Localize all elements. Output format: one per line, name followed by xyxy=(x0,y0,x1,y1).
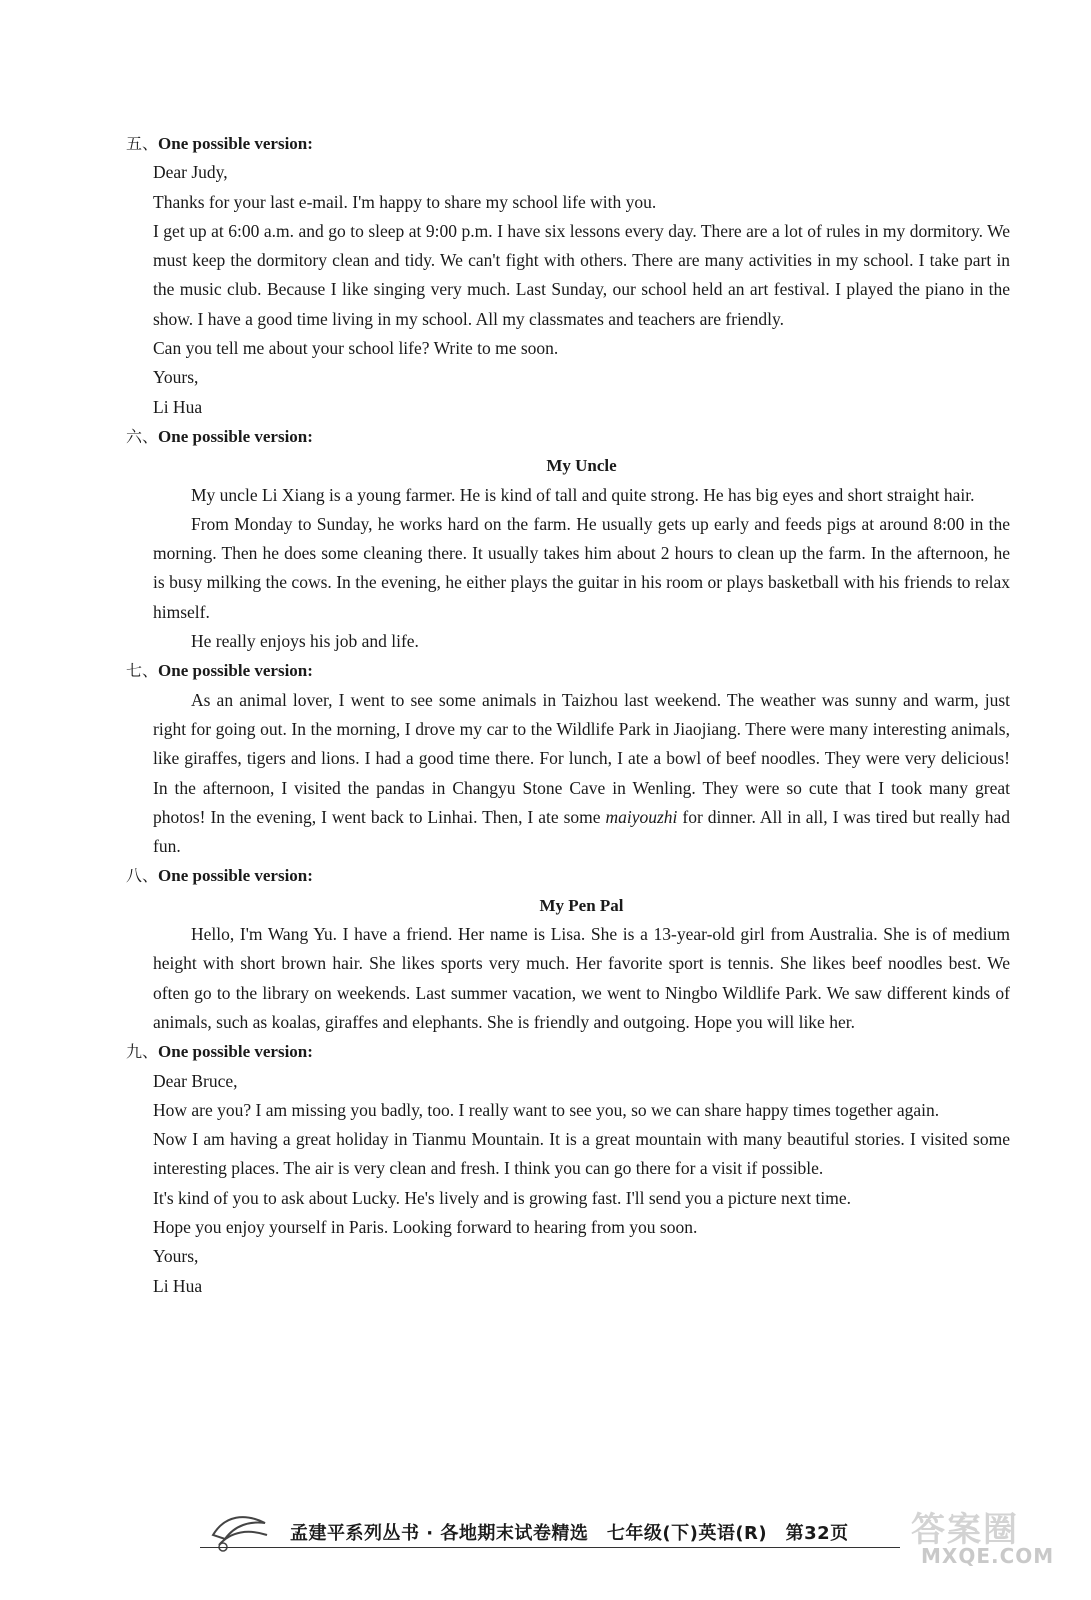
watermark-url: MXQE.COM xyxy=(921,1544,1055,1568)
essay-title: My Uncle xyxy=(546,456,617,476)
footer-text: 孟建平系列丛书 · 各地期末试卷精选 七年级(下)英语(R) 第32页 xyxy=(290,1523,849,1544)
paragraph: Hello, I'm Wang Yu. I have a friend. Her name is Lisa. She is a 13-year-old girl from Australia. She is of medium height with short brown hair. She likes sports very much. Her favorite sport is tennis. She likes beef noodles best. We often go to the library on weekends. Last summer vacation, we went to Ningbo Wildlife Park. We saw different kinds of animals, such as koalas, giraffes and elephants. She is friendly and outgoing. Hope you will like her. xyxy=(153,924,1010,1032)
section-8-label: One possible version: xyxy=(158,866,313,886)
paragraph: Can you tell me about your school life? Write to me soon. xyxy=(153,338,559,359)
watermark-logo: 答案圈 xyxy=(911,1510,1019,1550)
letter-closing: Yours, xyxy=(153,367,199,388)
section-5-heading xyxy=(126,129,1010,158)
letter-signature: Li Hua xyxy=(153,396,203,417)
paragraph: It's kind of you to ask about Lucky. He's lively and is growing fast. I'll send you a picture next time. xyxy=(153,1187,851,1208)
letter-greeting: Dear Bruce, xyxy=(153,1070,238,1091)
paragraph: From Monday to Sunday, he works hard on the farm. He usually gets up early and feeds pigs at around 8:00 in the morning. Then he does some cleaning there. It usually takes him about 2 hours to clean up the farm. In the afternoon, he is busy milking the cows. In the evening, he either plays the guitar in his room or plays basketball with his friends to relax himself. xyxy=(153,513,1010,622)
section-5-number: 五、 xyxy=(126,134,159,153)
section-7-label: One possible version: xyxy=(158,661,313,681)
paragraph xyxy=(126,686,1010,862)
paragraph: Now I am having a great holiday in Tianmu Mountain. It is a great mountain with many beautiful stories. I visited some interesting places. The air is very clean and fresh. I think you can go there for a visit if possible. xyxy=(153,1129,1010,1179)
text-run: As an animal lover, I went to see some animals in Taizhou last weekend. The weather was sunny and warm, just right for going out. In the morning, I drove my car to the Wildlife Park in Jiaojiang. There were many interesting animals, like giraffes, tigers and lions. I had a good time there. For lunch, I ate a bowl of beef noodles. They were very delicious! In the afternoon, I visited the pandas in Changyu Stone Cave in Wenling. They were so cute that I took many great photos! In the evening, I went back to Linhai. Then, I ate some xyxy=(153,689,1010,827)
section-9-heading xyxy=(126,1037,1010,1066)
text-run: for dinner. All in all, I was tired but really had fun. xyxy=(153,806,1011,857)
section-8-heading xyxy=(126,861,1010,890)
paragraph: I get up at 6:00 a.m. and go to sleep at 9:00 p.m. I have six lessons every day. There are a lot of rules in my dormitory. We must keep the dormitory clean and tidy. We can't fight with others. There are many activities in my school. I take part in the music club. Because I like singing very much. Last Sunday, our school held an art festival. I played the piano in the show. I have a good time living in my school. All my classmates and teachers are friendly. xyxy=(153,220,1010,329)
section-9-number: 九、 xyxy=(126,1042,159,1062)
section-7-number: 七、 xyxy=(126,661,159,681)
paragraph: Hope you enjoy yourself in Paris. Looking forward to hearing from you soon. xyxy=(153,1216,698,1237)
paragraph: Thanks for your last e-mail. I'm happy to share my school life with you. xyxy=(153,191,657,212)
paragraph: He really enjoys his job and life. xyxy=(191,631,419,652)
paragraph: My uncle Li Xiang is a young farmer. He is kind of tall and quite strong. He has big eyes and short straight hair. xyxy=(191,484,975,505)
section-5-label: One possible version: xyxy=(158,134,313,153)
section-9-label: One possible version: xyxy=(158,1042,313,1062)
section-6-heading xyxy=(126,422,1010,451)
watermark xyxy=(891,1502,1061,1572)
page-footer xyxy=(200,1513,900,1548)
essay-title: My Pen Pal xyxy=(539,895,624,915)
section-6-number: 六、 xyxy=(126,426,159,446)
letter-signature: Li Hua xyxy=(153,1275,203,1296)
section-8-number: 八、 xyxy=(126,866,159,886)
paragraph: How are you? I am missing you badly, too. I really want to see you, so we can share happy times together again. xyxy=(153,1099,940,1120)
letter-closing: Yours, xyxy=(153,1246,199,1267)
letter-greeting: Dear Judy, xyxy=(153,162,228,183)
answer-content xyxy=(126,129,1010,1301)
italic-term: maiyouzhi xyxy=(605,806,678,827)
section-7-heading xyxy=(126,656,1010,685)
section-6-label: One possible version: xyxy=(158,426,313,446)
